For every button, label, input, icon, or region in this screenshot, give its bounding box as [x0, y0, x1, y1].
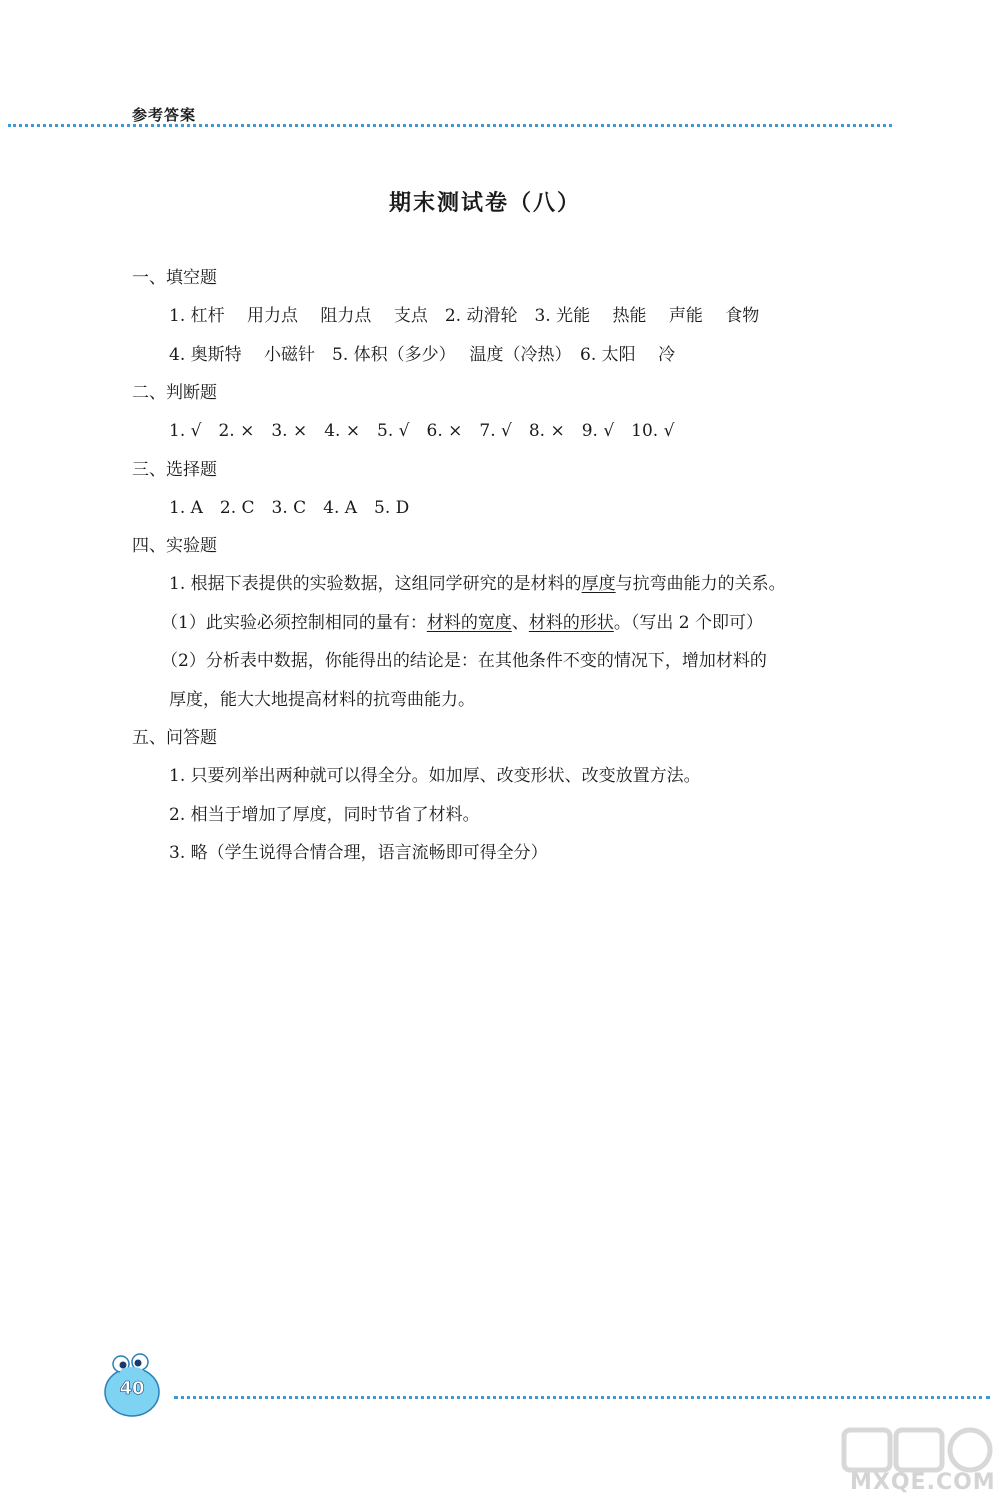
section-heading-short-answer: 五、问答题 [132, 728, 217, 748]
answer-line: 4. 奥斯特 小磁针 5. 体积（多少） 温度（冷热） 6. 太阳 冷 [169, 344, 676, 365]
header-divider [8, 124, 892, 127]
answer-text: 。（写出 2 个即可） [613, 612, 763, 633]
section-heading-experiment: 四、实验题 [132, 536, 217, 556]
answer-text: （1）此实验必须控制相同的量有： [161, 612, 427, 633]
answer-line: 1. 杠杆 用力点 阻力点 支点 2. 动滑轮 3. 光能 热能 声能 食物 [169, 306, 760, 326]
section-heading-true-false: 二、判断题 [132, 383, 217, 403]
answer-text: 1. 根据下表提供的实验数据，这组同学研究的是材料的 [169, 574, 582, 594]
answer-text: 、 [511, 612, 529, 633]
answer-text: 与抗弯曲能力的关系。 [615, 574, 786, 594]
answer-line: 1. A 2. C 3. C 4. A 5. D [169, 497, 410, 518]
answer-content [132, 262, 852, 876]
answer-line: 3. 略（学生说得合情合理，语言流畅即可得全分） [169, 843, 548, 863]
answer-line: （2）分析表中数据，你能得出的结论是：在其他条件不变的情况下，增加材料的 [161, 651, 767, 671]
page-number: 40 [119, 1378, 145, 1399]
answer-line [132, 607, 852, 646]
answer-line: 1. √ 2. × 3. × 4. × 5. √ 6. × 7. √ 8. × 9. √ 10. √ [169, 421, 675, 441]
answer-line: 厚度，能大大地提高材料的抗弯曲能力。 [169, 689, 475, 710]
footer-divider [174, 1396, 990, 1399]
watermark-site: MXQE.COM [850, 1470, 996, 1495]
answer-line: 2. 相当于增加了厚度，同时节省了材料。 [169, 804, 480, 825]
answer-line [132, 568, 852, 607]
header-label: 参考答案 [132, 106, 197, 124]
page-title: 期末测试卷（八） [388, 191, 581, 216]
answer-line: 1. 只要列举出两种就可以得全分。如加厚、改变形状、改变放置方法。 [169, 766, 701, 786]
underlined-answer: 材料的宽度 [426, 612, 512, 633]
underlined-answer: 厚度 [581, 574, 616, 594]
section-heading-fill-blank: 一、填空题 [132, 268, 217, 288]
underlined-answer: 材料的形状 [528, 612, 614, 633]
section-heading-multiple-choice: 三、选择题 [132, 459, 217, 480]
